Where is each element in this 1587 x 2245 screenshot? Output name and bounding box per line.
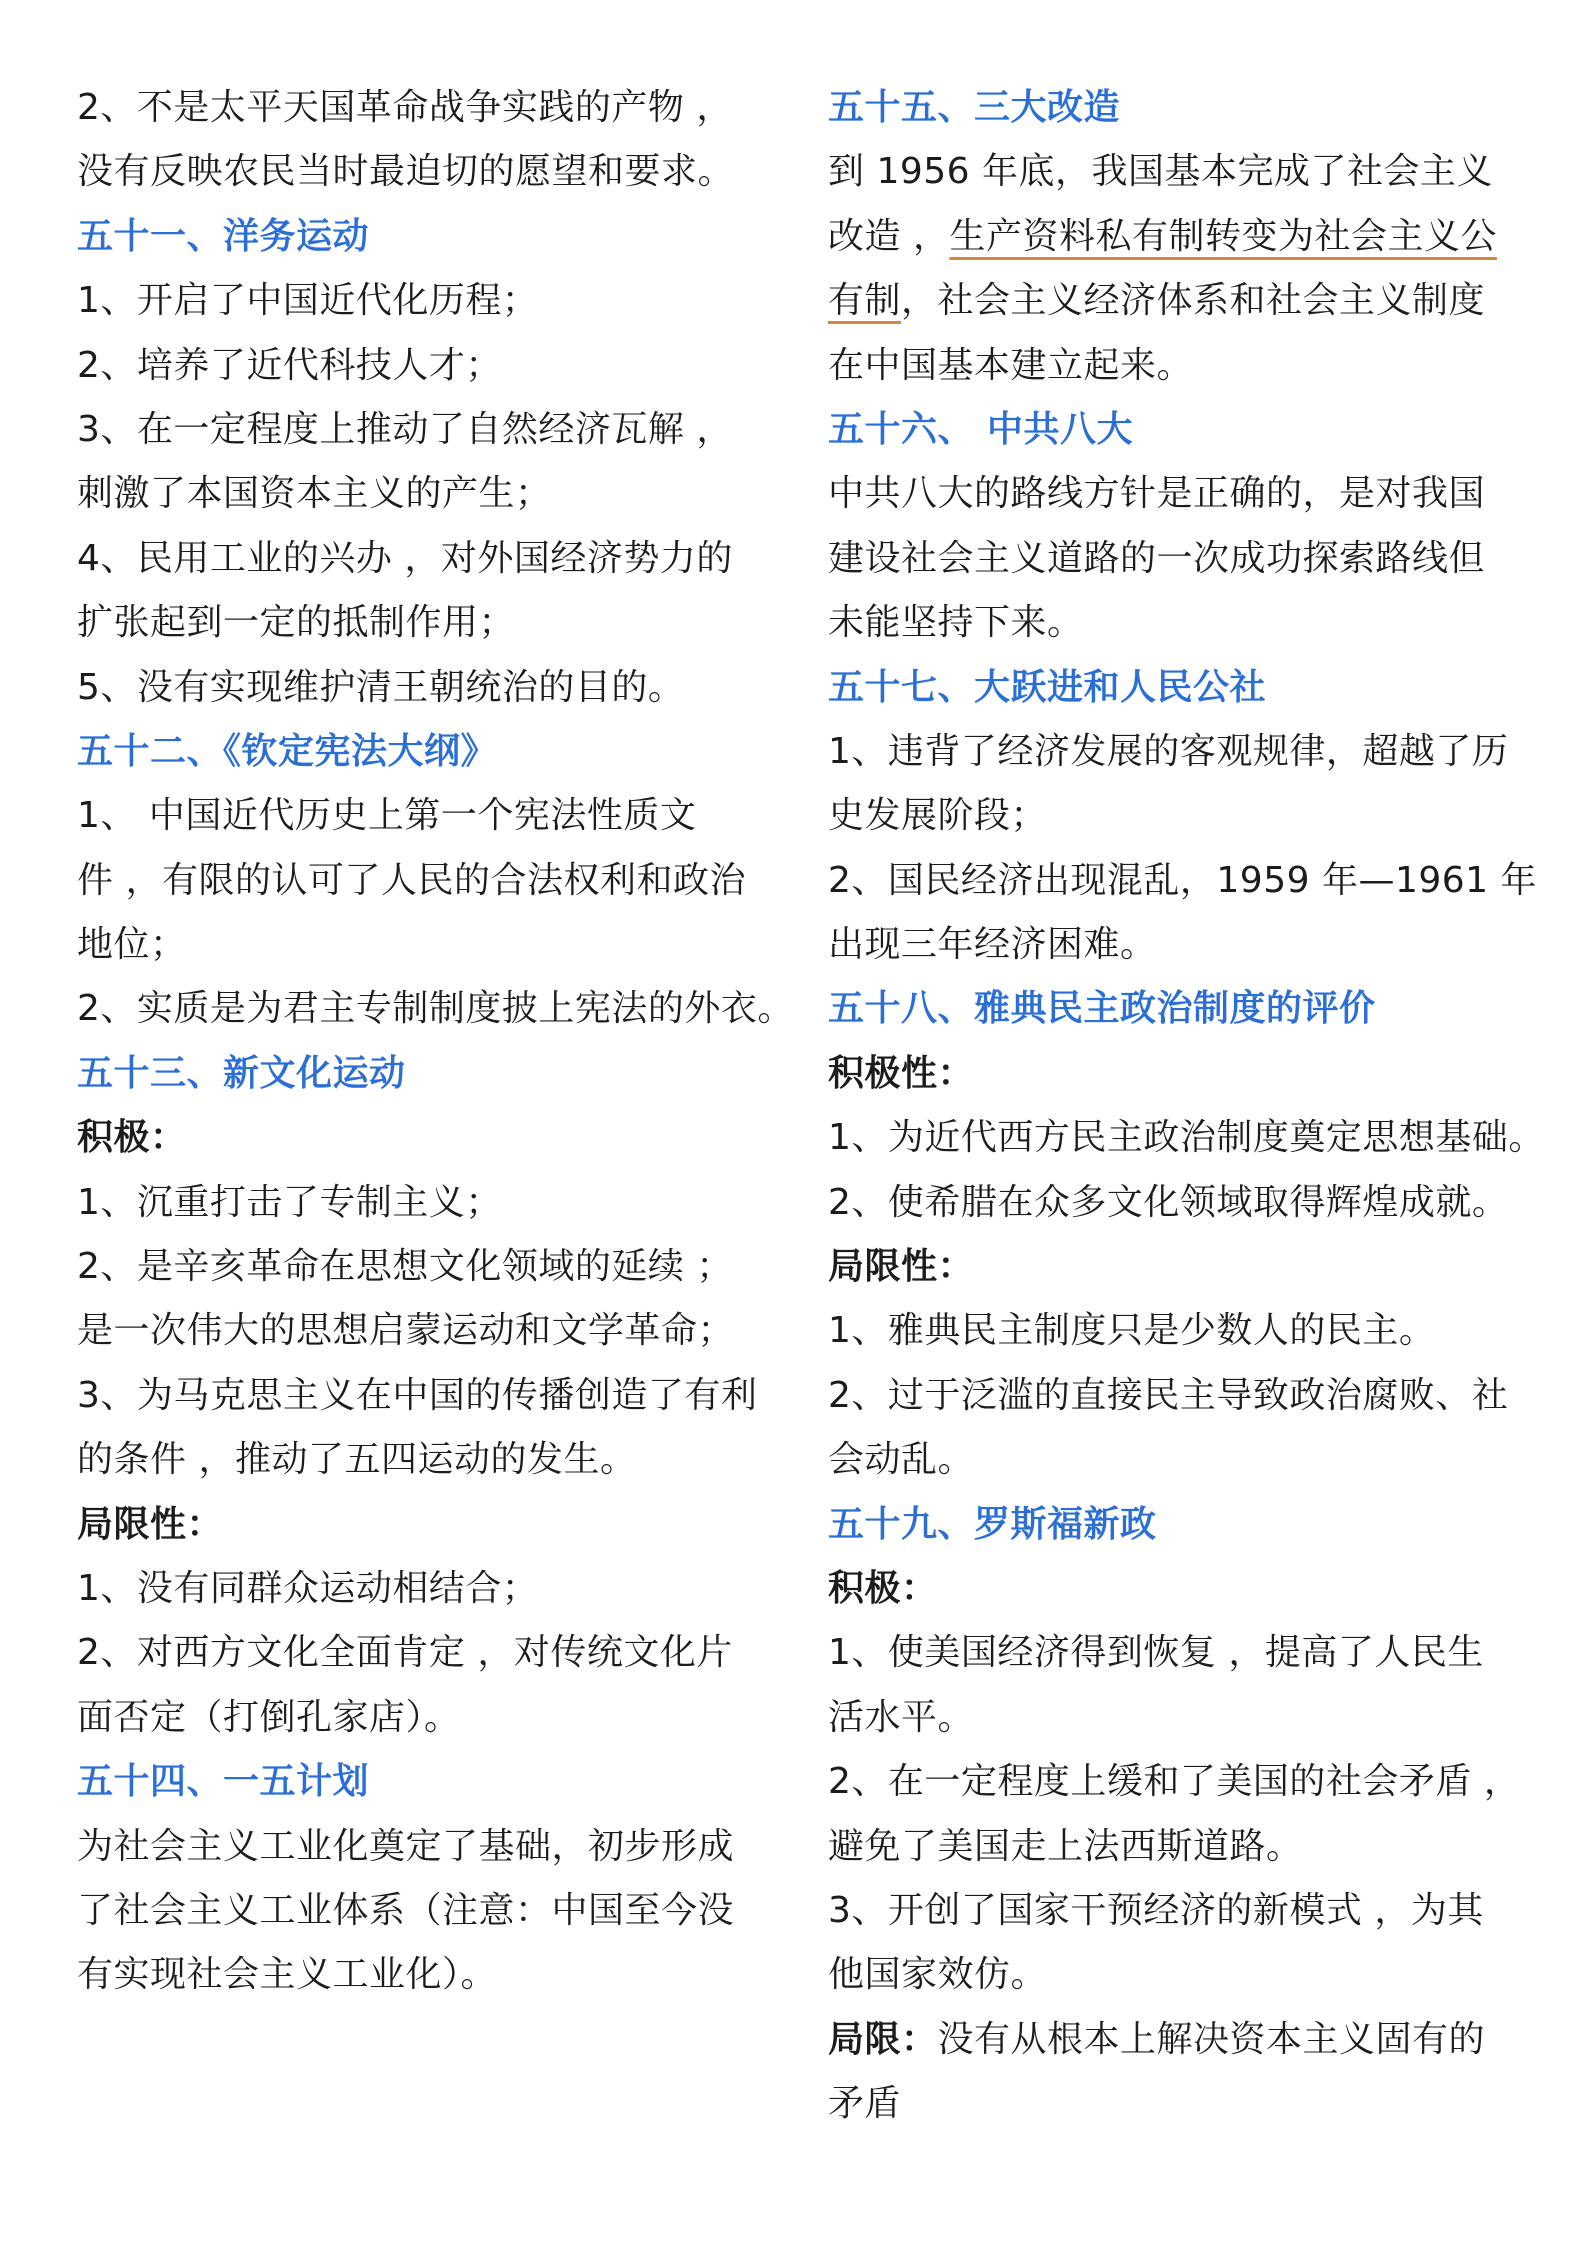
underlined-text: 生产资料私有制转变为社会主义公 — [949, 215, 1497, 257]
text-line: 在中国基本建立起来。 — [828, 344, 1194, 386]
text-line: 面否定（打倒孔家店）。 — [77, 1696, 461, 1738]
subheading: 局限性： — [828, 1246, 975, 1288]
text-line: 中共八大的路线方针是正确的，是对我国 — [828, 473, 1486, 515]
text-line: 2、培养了近代科技人才； — [77, 344, 502, 386]
text-line: 1、 中国近代历史上第一个宪法性质文 — [77, 795, 697, 837]
subheading: 局限性： — [77, 1503, 224, 1545]
text-line: 了社会主义工业体系（注意：中国至今没 — [77, 1889, 735, 1931]
section-heading: 五十八、雅典民主政治制度的评价 — [828, 988, 1376, 1030]
text-line: 3、在一定程度上推动了自然经济瓦解 ， — [77, 408, 733, 450]
subheading: 积极性： — [828, 1052, 975, 1094]
text-line: 有实现社会主义工业化）。 — [77, 1954, 498, 1996]
text-line: 2、在一定程度上缓和了美国的社会矛盾 ， — [828, 1761, 1521, 1803]
text-line: 史发展阶段； — [828, 795, 1048, 837]
text-line: 1、为近代西方民主政治制度奠定思想基础。 — [828, 1117, 1545, 1159]
text-line: 矛盾 — [828, 2083, 902, 2125]
section-heading: 五十七、大跃进和人民公社 — [828, 666, 1267, 708]
text-line: 2、过于泛滥的直接民主导致政治腐败、社 — [828, 1374, 1509, 1416]
text-line: 建设社会主义道路的一次成功探索路线但 — [828, 537, 1486, 579]
text-line: 他国家效仿。 — [828, 1954, 1048, 1996]
subheading: 积极： — [77, 1117, 187, 1159]
right-column — [828, 76, 1545, 2137]
text-line: 扩张起到一定的抵制作用； — [77, 602, 516, 644]
text-line: 2、国民经济出现混乱，1959 年—1961 年 — [828, 859, 1538, 901]
text-line: 5、没有实现维护清王朝统治的目的。 — [77, 666, 685, 708]
text-line: 2、实质是为君主专制制度披上宪法的外衣。 — [77, 988, 794, 1030]
text-line: 为社会主义工业化奠定了基础，初步形成 — [77, 1825, 735, 1867]
text-line: 2、对西方文化全面肯定 ，对传统文化片 — [77, 1632, 733, 1674]
section-heading: 五十二、《钦定宪法大纲》 — [77, 730, 498, 772]
text-line: 是一次伟大的思想启蒙运动和文学革命； — [77, 1310, 735, 1352]
section-heading: 五十一、洋务运动 — [77, 215, 370, 257]
text-line: 件 ，有限的认可了人民的合法权利和政治 — [77, 859, 746, 901]
text-line: 2、不是太平天国革命战争实践的产物 ， — [77, 87, 733, 128]
section-heading: 五十四、一五计划 — [77, 1761, 370, 1803]
text-line: 地位； — [77, 924, 187, 966]
left-column — [77, 76, 794, 2008]
text-line: 活水平。 — [828, 1696, 975, 1738]
section-heading: 五十六、 中共八大 — [828, 408, 1134, 450]
text-line — [828, 269, 1540, 333]
subheading: 积极： — [828, 1567, 938, 1609]
underlined-text: 有制 — [828, 280, 902, 322]
line-text: 没有从根本上解决资本主义固有的 — [937, 2018, 1486, 2060]
text-line — [828, 205, 1540, 269]
text-line: 没有反映农民当时最迫切的愿望和要求。 — [77, 151, 735, 193]
text-line: 刺激了本国资本主义的产生； — [77, 473, 552, 515]
section-heading: 五十三、新文化运动 — [77, 1052, 406, 1094]
text-line: 会动乱。 — [828, 1439, 975, 1481]
line-text: 改造 ， — [828, 215, 950, 257]
text-line — [828, 2008, 1540, 2072]
text-line: 4、民用工业的兴办 ，对外国经济势力的 — [77, 537, 733, 579]
text-line: 1、开启了中国近代化历程； — [77, 280, 539, 322]
text-line: 未能坚持下来。 — [828, 602, 1084, 644]
text-line: 2、是辛亥革命在思想文化领域的延续 ； — [77, 1246, 733, 1288]
section-heading: 五十五、三大改造 — [828, 87, 1121, 128]
text-line: 3、为马克思主义在中国的传播创造了有利 — [77, 1374, 758, 1416]
bold-label: 局限： — [828, 2018, 938, 2060]
text-line: 3、开创了国家干预经济的新模式 ，为其 — [828, 1889, 1484, 1931]
text-line: 1、使美国经济得到恢复 ，提高了人民生 — [828, 1632, 1484, 1674]
line-text: ，社会主义经济体系和社会主义制度 — [901, 280, 1486, 322]
section-heading: 五十九、罗斯福新政 — [828, 1503, 1157, 1545]
text-line: 出现三年经济困难。 — [828, 924, 1157, 966]
text-line: 2、使希腊在众多文化领域取得辉煌成就。 — [828, 1181, 1509, 1223]
text-line: 1、违背了经济发展的客观规律，超越了历 — [828, 730, 1509, 772]
text-line: 1、沉重打击了专制主义； — [77, 1181, 502, 1223]
text-line: 的条件 ，推动了五四运动的发生。 — [77, 1439, 637, 1481]
text-line: 1、没有同群众运动相结合； — [77, 1567, 539, 1609]
text-line: 到 1956 年底，我国基本完成了社会主义 — [828, 151, 1494, 193]
text-line: 1、雅典民主制度只是少数人的民主。 — [828, 1310, 1436, 1352]
text-line: 避免了美国走上法西斯道路。 — [828, 1825, 1303, 1867]
